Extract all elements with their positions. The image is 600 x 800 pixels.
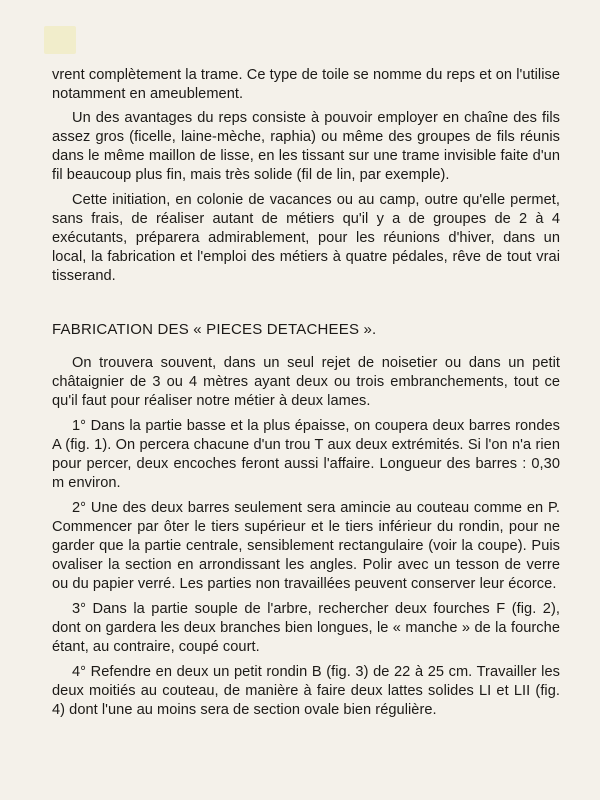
paragraph-step-1: 1° Dans la partie basse et la plus épaisse, on coupera deux barres rondes A (fig. 1). On percera chacune d'un trou T aux deux extrémités. Si l'on n'a rien pour percer, deux encoches feront aussi l'affaire. Longueur des barres : 0,30 m environ. (52, 418, 560, 491)
paragraph-step-4: 4° Refendre en deux un petit rondin B (fig. 3) de 22 à 25 cm. Travailler les deux moitiés au couteau, de manière à faire deux lattes solides LI et LII (fig. 4) dont l'une au moins sera de section ovale bien régulière. (52, 664, 560, 718)
paragraph-continuation: vrent complètement la trame. Ce type de toile se nomme du reps et on l'utilise notamment en ameublement. (52, 67, 560, 102)
paragraph-intro: On trouvera souvent, dans un seul rejet de noisetier ou dans un petit châtaignier de 3 ou 4 mètres ayant deux ou trois embranchements, tout ce qu'il faut pour réaliser notre métier à deux lames. (52, 355, 560, 409)
paragraph-step-2: 2° Une des deux barres seulement sera amincie au couteau comme en P. Commencer par ôter le tiers supérieur et le tiers inférieur du rondin, pour ne garder que la partie centrale, sensiblement rectangulaire (voir la coupe). Puis ovaliser la section en arrondissant les angles. Polir avec un tesson de verre ou du papier verré. Les parties non travaillées peuvent conserver leur écorce. (52, 500, 560, 592)
paragraph-step-3: 3° Dans la partie souple de l'arbre, rechercher deux fourches F (fig. 2), dont on gardera les deux branches bien longues, le « manche » de la fourche étant, au contraire, coupé court. (52, 601, 560, 655)
paragraph-reps-advantages: Un des avantages du reps consiste à pouvoir employer en chaîne des fils assez gros (ficelle, laine-mèche, raphia) ou même des groupes de fils réunis dans le même maillon de lisse, en les tissant sur une trame invisible faite d'un fil beaucoup plus fin, mais très solide (fil de lin, par exemple). (52, 110, 560, 183)
document-page (52, 66, 560, 720)
paragraph-initiation: Cette initiation, en colonie de vacances ou au camp, outre qu'elle permet, sans frais, de réaliser autant de métiers qu'il y a de groupes de 2 à 4 exécutants, préparera admirablement, pour les réunions d'hiver, dans un local, la fabrication et l'emploi des métiers à quatre pédales, rêve de tout vrai tisserand. (52, 192, 560, 284)
section-heading: FABRICATION DES « PIECES DETACHEES ». (52, 321, 377, 338)
corner-stain (44, 26, 76, 54)
